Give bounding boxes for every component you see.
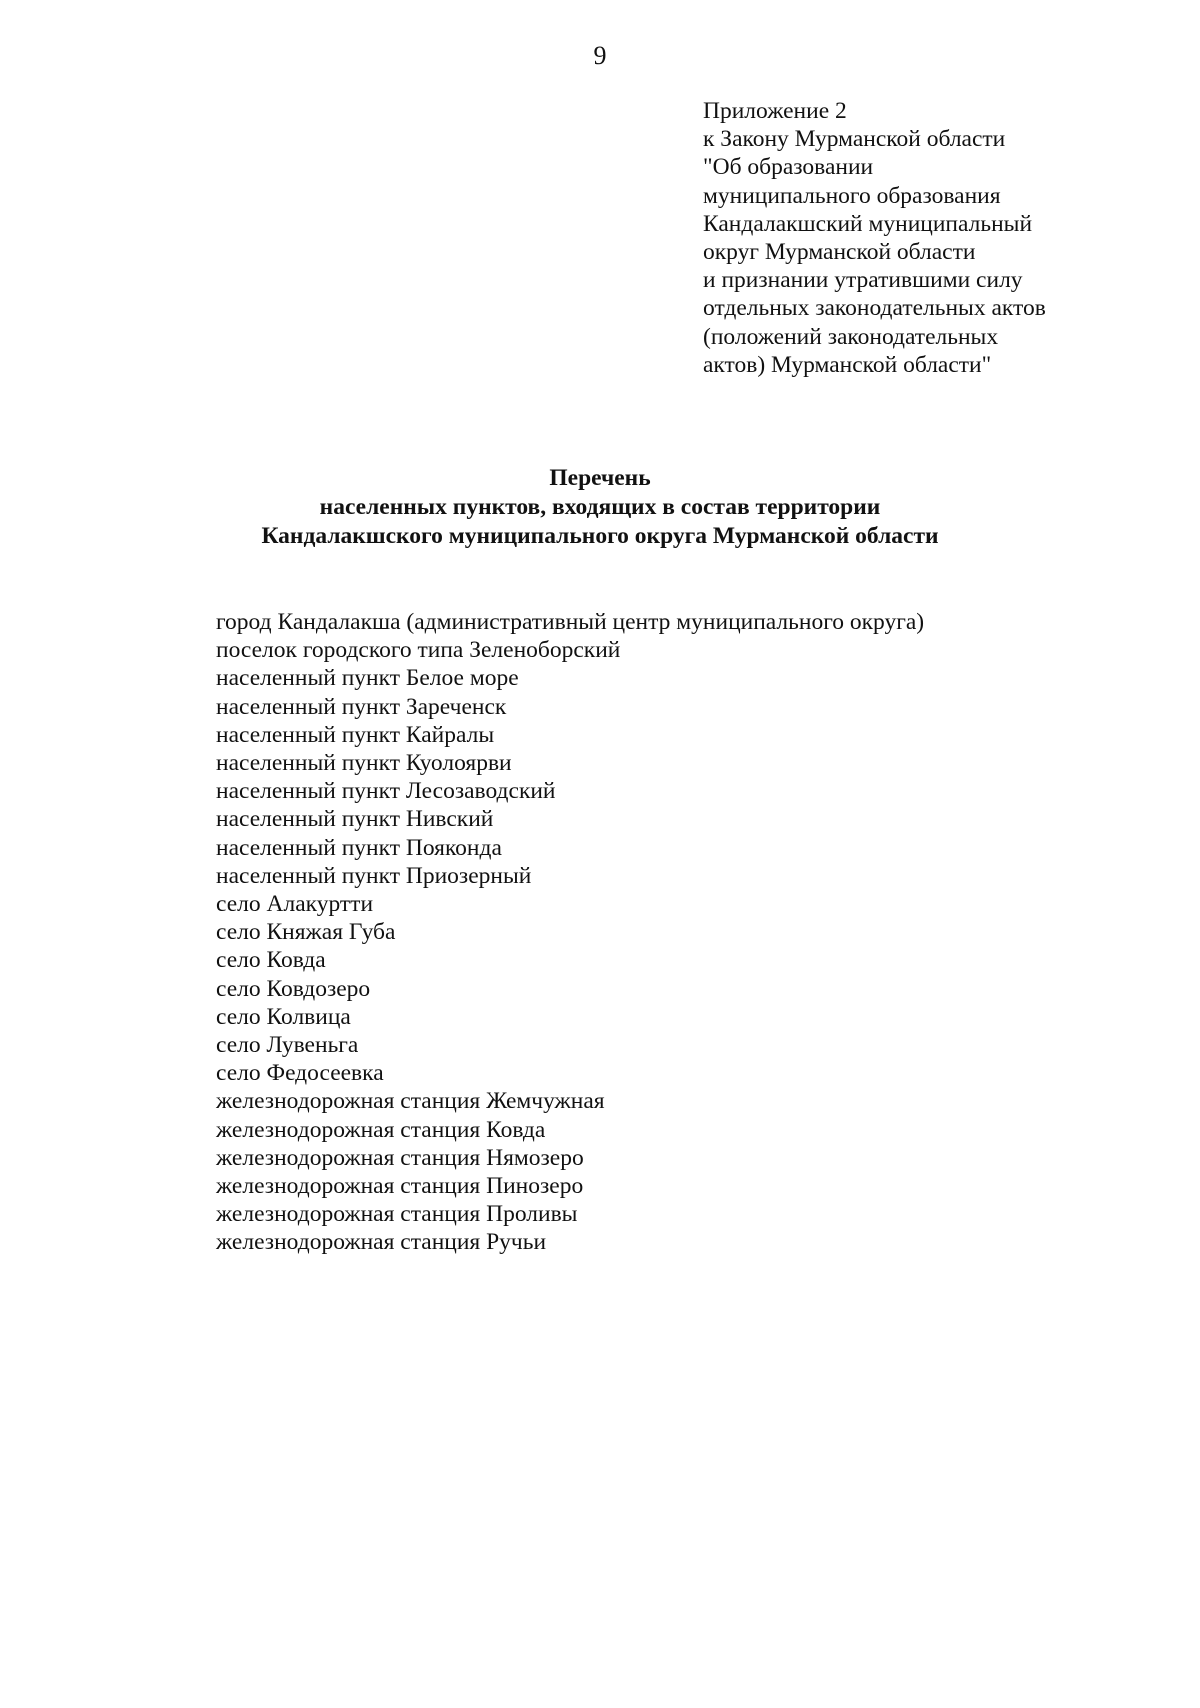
settlement-item: село Ковдозеро xyxy=(216,975,371,1002)
settlement-item: населенный пункт Кайралы xyxy=(216,721,495,748)
appendix-line: Кандалакшский муниципальный xyxy=(703,210,1033,237)
appendix-line: муниципального образования xyxy=(703,182,1001,209)
page-number: 9 xyxy=(593,41,607,70)
settlement-item: поселок городского типа Зеленоборский xyxy=(216,637,621,664)
settlement-item: населенный пункт Пояконда xyxy=(216,834,502,861)
settlement-item: населенный пункт Зареченск xyxy=(216,693,507,720)
settlement-item: железнодорожная станция Ручьи xyxy=(216,1229,547,1256)
appendix-line: (положений законодательных xyxy=(703,323,999,350)
appendix-line: отдельных законодательных актов xyxy=(703,295,1046,322)
settlement-item: село Лувеньга xyxy=(216,1032,359,1059)
settlement-item: населенный пункт Белое море xyxy=(216,665,519,692)
appendix-reference xyxy=(703,97,1173,379)
settlement-item: железнодорожная станция Проливы xyxy=(216,1201,578,1228)
settlement-item: железнодорожная станция Ковда xyxy=(216,1116,546,1143)
settlement-item: населенный пункт Нивский xyxy=(216,806,494,833)
appendix-line: "Об образовании xyxy=(703,154,874,181)
settlement-item: село Ковда xyxy=(216,947,326,974)
settlement-item: населенный пункт Куолоярви xyxy=(216,750,512,777)
settlement-item: железнодорожная станция Нямозеро xyxy=(216,1144,584,1171)
document-heading xyxy=(0,464,1200,551)
appendix-line: округ Мурманской области xyxy=(703,239,976,266)
settlement-item: село Алакуртти xyxy=(216,891,374,918)
appendix-line: и признании утратившими силу xyxy=(703,267,1023,294)
heading-subtitle: населенных пунктов, входящих в состав территории xyxy=(319,494,881,520)
appendix-line: актов) Мурманской области" xyxy=(703,351,992,378)
settlement-item: населенный пункт Приозерный xyxy=(216,862,532,889)
heading-title: Перечень xyxy=(549,465,651,491)
settlement-item: железнодорожная станция Жемчужная xyxy=(216,1088,605,1115)
settlement-item: село Княжая Губа xyxy=(216,919,396,946)
appendix-line: Приложение 2 xyxy=(703,98,847,124)
settlement-item: село Федосеевка xyxy=(216,1060,384,1087)
settlement-item: село Колвица xyxy=(216,1003,351,1030)
settlement-list xyxy=(216,608,1116,1257)
heading-subtitle: Кандалакшского муниципального округа Мурманской области xyxy=(261,523,939,549)
appendix-line: к Закону Мурманской области xyxy=(703,126,1006,153)
settlement-item: железнодорожная станция Пинозеро xyxy=(216,1173,584,1200)
settlement-item: город Кандалакша (административный центр муниципального округа) xyxy=(216,609,925,635)
settlement-item: населенный пункт Лесозаводский xyxy=(216,778,556,805)
